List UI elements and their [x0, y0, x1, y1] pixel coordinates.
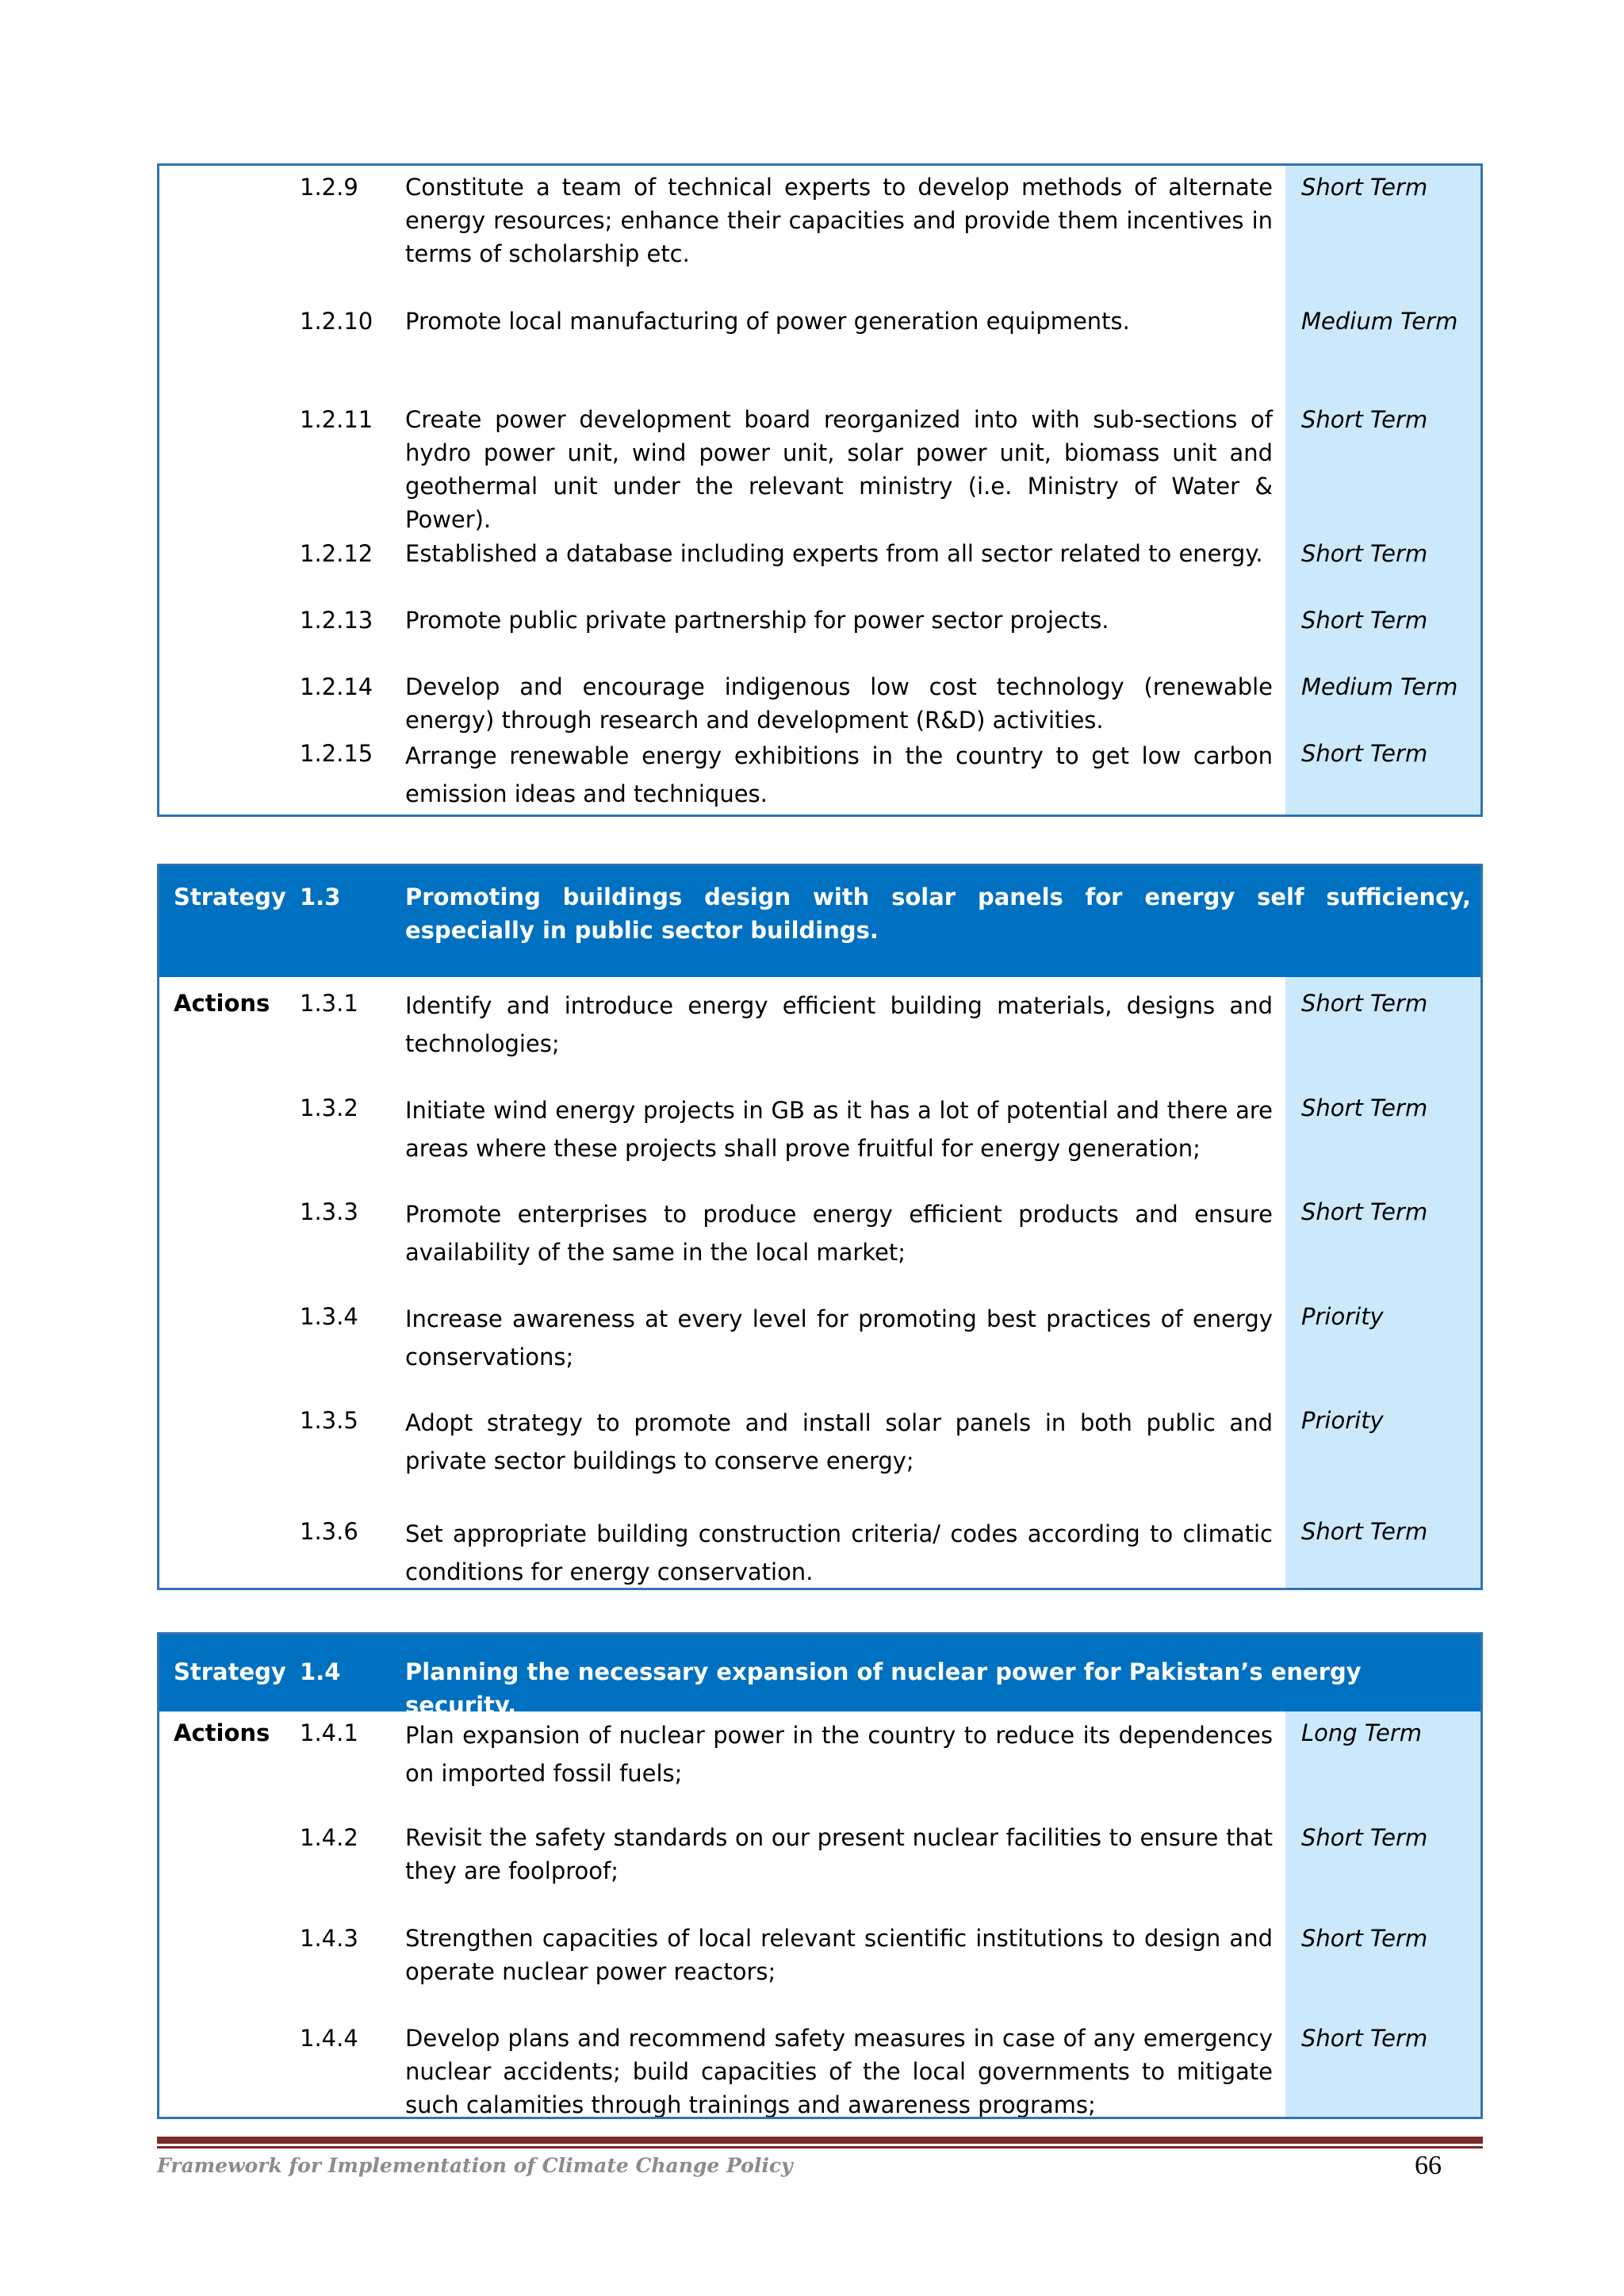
action-number: 1.2.10: [300, 308, 373, 335]
strategy-number: 1.3: [300, 884, 341, 910]
term-column: [1285, 1711, 1480, 2117]
action-text: Increase awareness at every level for promoting best practices of energy conservations;: [405, 1305, 1273, 1370]
action-number: 1.3.2: [300, 1094, 358, 1121]
footer-title: Framework for Implementation of Climate Change Policy: [157, 2154, 793, 2177]
action-number: 1.3.1: [300, 990, 358, 1017]
action-term: Short Term: [1301, 1925, 1428, 1952]
action-number: 1.3.5: [300, 1407, 358, 1434]
action-number: 1.4.2: [300, 1824, 358, 1851]
action-text: Set appropriate building construction criteria/ codes according to climatic conditions for energy conservation.: [405, 1520, 1273, 1585]
action-text: Develop plans and recommend safety measures in case of any emergency nuclear accidents; build capacities of the local governments to mitigate such calamities through trainings and awareness programs;: [405, 2025, 1273, 2118]
action-number: 1.4.3: [300, 1925, 358, 1952]
action-text: Create power development board reorganized into with sub-sections of hydro power unit, wind power unit, solar power unit, biomass unit and geothermal unit under the relevant ministry (i.e. Ministry of Water & Power).: [405, 406, 1273, 533]
term-column: [1285, 977, 1480, 1588]
action-term: Priority: [1301, 1303, 1384, 1330]
action-text: Strengthen capacities of local relevant scientific institutions to design and operate nuclear power reactors;: [405, 1925, 1273, 1985]
action-term: Short Term: [1301, 406, 1428, 433]
action-number: 1.2.11: [300, 406, 373, 433]
action-text: Constitute a team of technical experts to develop methods of alternate energy resources; enhance their capacities and provide them incentives in terms of scholarship etc.: [405, 174, 1273, 267]
action-term: Short Term: [1301, 1518, 1428, 1545]
action-number: 1.3.6: [300, 1518, 358, 1545]
strategy-label: Strategy: [174, 884, 286, 910]
action-text: Initiate wind energy projects in GB as it has a lot of potential and there are areas where these projects shall prove fruitful for energy generation;: [405, 1097, 1273, 1162]
footer-rule-thick: [157, 2137, 1483, 2144]
action-term: Medium Term: [1301, 308, 1458, 335]
action-term: Priority: [1301, 1407, 1384, 1434]
actions-label: Actions: [174, 990, 270, 1017]
action-text: Identify and introduce energy efficient building materials, designs and technologies;: [405, 992, 1273, 1057]
strategy-title: Promoting buildings design with solar panels for energy self sufficiency, especially in public sector buildings.: [405, 884, 1471, 944]
actions-table-1-2: [157, 163, 1483, 817]
action-text: Adopt strategy to promote and install solar panels in both public and private sector buildings to conserve energy;: [405, 1409, 1273, 1474]
action-number: 1.2.13: [300, 607, 373, 634]
action-text: Revisit the safety standards on our present nuclear facilities to ensure that they are foolproof;: [405, 1824, 1273, 1884]
action-term: Medium Term: [1301, 673, 1458, 700]
action-term: Short Term: [1301, 540, 1428, 567]
action-term: Short Term: [1301, 174, 1428, 201]
actions-label: Actions: [174, 1719, 270, 1746]
action-term: Short Term: [1301, 2025, 1428, 2052]
action-term: Long Term: [1301, 1719, 1423, 1746]
action-number: 1.2.15: [300, 740, 373, 767]
action-text: Plan expansion of nuclear power in the country to reduce its dependences on imported fossil fuels;: [405, 1722, 1273, 1787]
action-term: Short Term: [1301, 1824, 1428, 1851]
action-term: Short Term: [1301, 740, 1428, 767]
action-text: Promote local manufacturing of power generation equipments.: [405, 308, 1130, 335]
action-number: 1.3.3: [300, 1198, 358, 1225]
action-text: Develop and encourage indigenous low cost technology (renewable energy) through research and development (R&D) activities.: [405, 673, 1273, 734]
action-number: 1.2.12: [300, 540, 373, 567]
strategy-1-3-table: [157, 864, 1483, 1590]
action-number: 1.3.4: [300, 1303, 358, 1330]
action-term: Short Term: [1301, 1094, 1428, 1121]
page-number: 66: [1415, 2151, 1442, 2180]
action-text: Promote enterprises to produce energy efficient products and ensure availability of the same in the local market;: [405, 1201, 1273, 1266]
action-number: 1.4.1: [300, 1719, 358, 1746]
strategy-title: Planning the necessary expansion of nuclear power for Pakistan’s energy security.: [405, 1658, 1362, 1719]
action-term: Short Term: [1301, 990, 1428, 1017]
action-number: 1.4.4: [300, 2025, 358, 2052]
action-term: Short Term: [1301, 1198, 1428, 1225]
action-number: 1.2.9: [300, 174, 358, 201]
strategy-label: Strategy: [174, 1658, 286, 1685]
action-text: Established a database including experts from all sector related to energy.: [405, 540, 1263, 567]
action-text: Arrange renewable energy exhibitions in the country to get low carbon emission ideas and techniques.: [405, 742, 1273, 807]
footer-rule-thin: [157, 2146, 1483, 2148]
action-number: 1.2.14: [300, 673, 373, 700]
strategy-header: [159, 1635, 1480, 1719]
action-text: Promote public private partnership for power sector projects.: [405, 607, 1109, 634]
strategy-number: 1.4: [300, 1658, 341, 1685]
term-column: [1285, 166, 1480, 815]
action-term: Short Term: [1301, 607, 1428, 634]
strategy-header: [159, 866, 1480, 977]
strategy-1-4-table: [157, 1632, 1483, 2119]
